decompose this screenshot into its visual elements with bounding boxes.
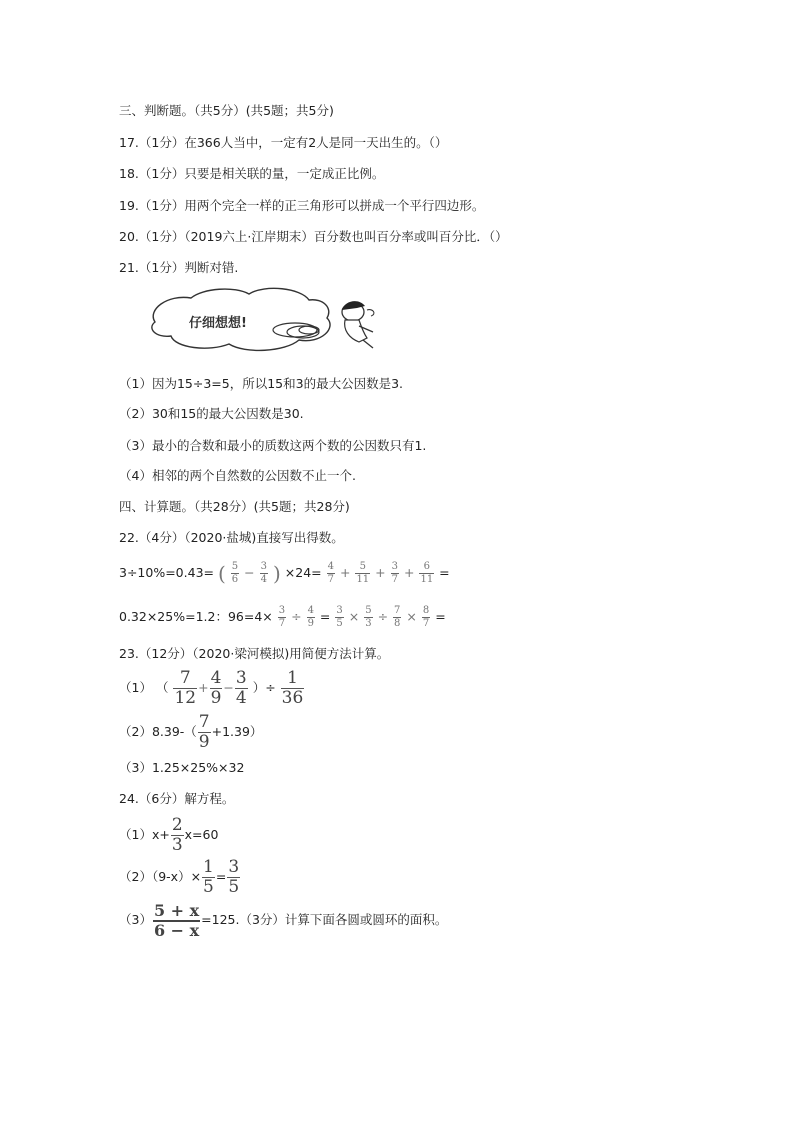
fraction: $\frac{1}{5}$ [203,857,214,897]
fraction: $\frac{3}{7}$ [278,605,286,629]
question-24: 24.（6分）解方程。 [119,791,235,806]
expr-text: =125.（3分）计算下面各圆或圆环的面积。 [201,912,448,927]
question-24-1 [119,815,218,855]
question-24-3 [119,900,447,940]
expr-text: 3÷10%=0.43= [119,565,214,580]
fraction: $\frac{3}{7}$ [391,561,398,585]
fraction: $\frac{6}{11}$ [420,561,434,585]
question-19: 19.（1分）用两个完全一样的正三角形可以拼成一个平行四边形。 [119,198,485,213]
close-paren: ）÷ [252,680,276,695]
equals: = [319,609,331,624]
question-21-3: （3）最小的合数和最小的质数这两个数的公因数只有1. [119,438,427,453]
expr-text: ×24= [284,565,322,580]
fraction: $\frac{3}{5}$ [336,605,343,629]
operator: × [348,609,360,624]
section-3-heading: 三、判断题。（共5分）(共5题；共5分) [119,103,334,118]
open-paren: ( [217,561,226,586]
expr-text: x=60 [184,827,219,842]
fraction: $\frac{5}{11}$ [356,561,370,585]
cloud-icon [145,286,385,358]
expr-text: （3） [119,912,152,927]
open-paren: （ [155,680,169,695]
expr-text: （2）8.39-（ [119,724,197,739]
question-21-2: （2）30和15的最大公因数是30. [119,406,304,421]
fraction: $\frac{2}{3}$ [171,815,183,855]
question-22: 22.（4分）（2020·盐城)直接写出得数。 [119,530,344,545]
operator: + [198,680,209,695]
equals: = [215,869,227,884]
question-22-row-1 [119,558,450,589]
equals: = [435,609,446,624]
fraction: $\frac{5}{6}$ [231,561,239,585]
question-20: 20.（1分）（2019六上·江岸期末）百分数也叫百分率或叫百分比．（） [119,229,508,244]
question-21-4: （4）相邻的两个自然数的公因数不止一个. [119,468,356,483]
question-24-2 [119,857,241,897]
fraction: $\frac{7}{9}$ [198,712,210,752]
operator: ÷ [377,609,389,624]
question-23: 23.（12分）（2020·梁河模拟)用简便方法计算。 [119,646,390,661]
operator: − [244,565,255,580]
operator: ÷ [291,609,302,624]
operator: × [406,609,417,624]
fraction: $\frac{3}{4}$ [260,561,267,585]
fraction: $\frac{3}{4}$ [235,668,247,708]
child-figure-icon [342,301,374,348]
question-23-3: （3）1.25×25%×32 [119,760,245,775]
operator: + [339,565,351,580]
question-21-1: （1）因为15÷3=5，所以15和3的最大公因数是3. [119,376,403,391]
question-22-row-2 [119,602,446,632]
fraction: $\frac{7}{12}$ [174,668,197,708]
question-18: 18.（1分）只要是相关联的量，一定成正比例。 [119,166,385,181]
fraction: $\frac{1}{36}$ [281,668,304,708]
fraction: $\frac{7}{8}$ [394,605,401,629]
fraction: $\frac{8}{7}$ [422,605,430,629]
fraction: $\frac{4}{7}$ [327,561,334,585]
question-23-1 [119,668,305,708]
fraction: $\frac{4}{9}$ [210,668,222,708]
question-21: 21.（1分）判断对错. [119,260,239,275]
expr-text: +1.39） [211,724,263,739]
expr-text: （1）x+ [119,827,170,842]
expr-text: （2）（9-x）× [119,869,202,884]
question-17: 17.（1分）在366人当中，一定有2人是同一天出生的。（） [119,135,448,150]
question-23-2 [119,712,262,752]
fraction: $\frac{5 + x}{6 - x}$ [153,900,200,940]
item-label: （1） [119,680,152,695]
fraction: $\frac{5}{3}$ [365,605,372,629]
operator: + [375,565,386,580]
think-cloud-illustration [145,286,385,358]
close-paren: ) [272,561,281,586]
operator: − [223,680,234,695]
expr-text: 0.32×25%=1.2：96=4× [119,609,273,624]
fraction: $\frac{3}{5}$ [228,857,240,897]
equals: = [439,565,450,580]
section-4-heading: 四、计算题。（共28分）(共5题；共28分) [119,499,350,514]
cloud-text: 仔细想想! [189,316,247,331]
operator: + [403,565,415,580]
fraction: $\frac{4}{9}$ [307,605,314,629]
